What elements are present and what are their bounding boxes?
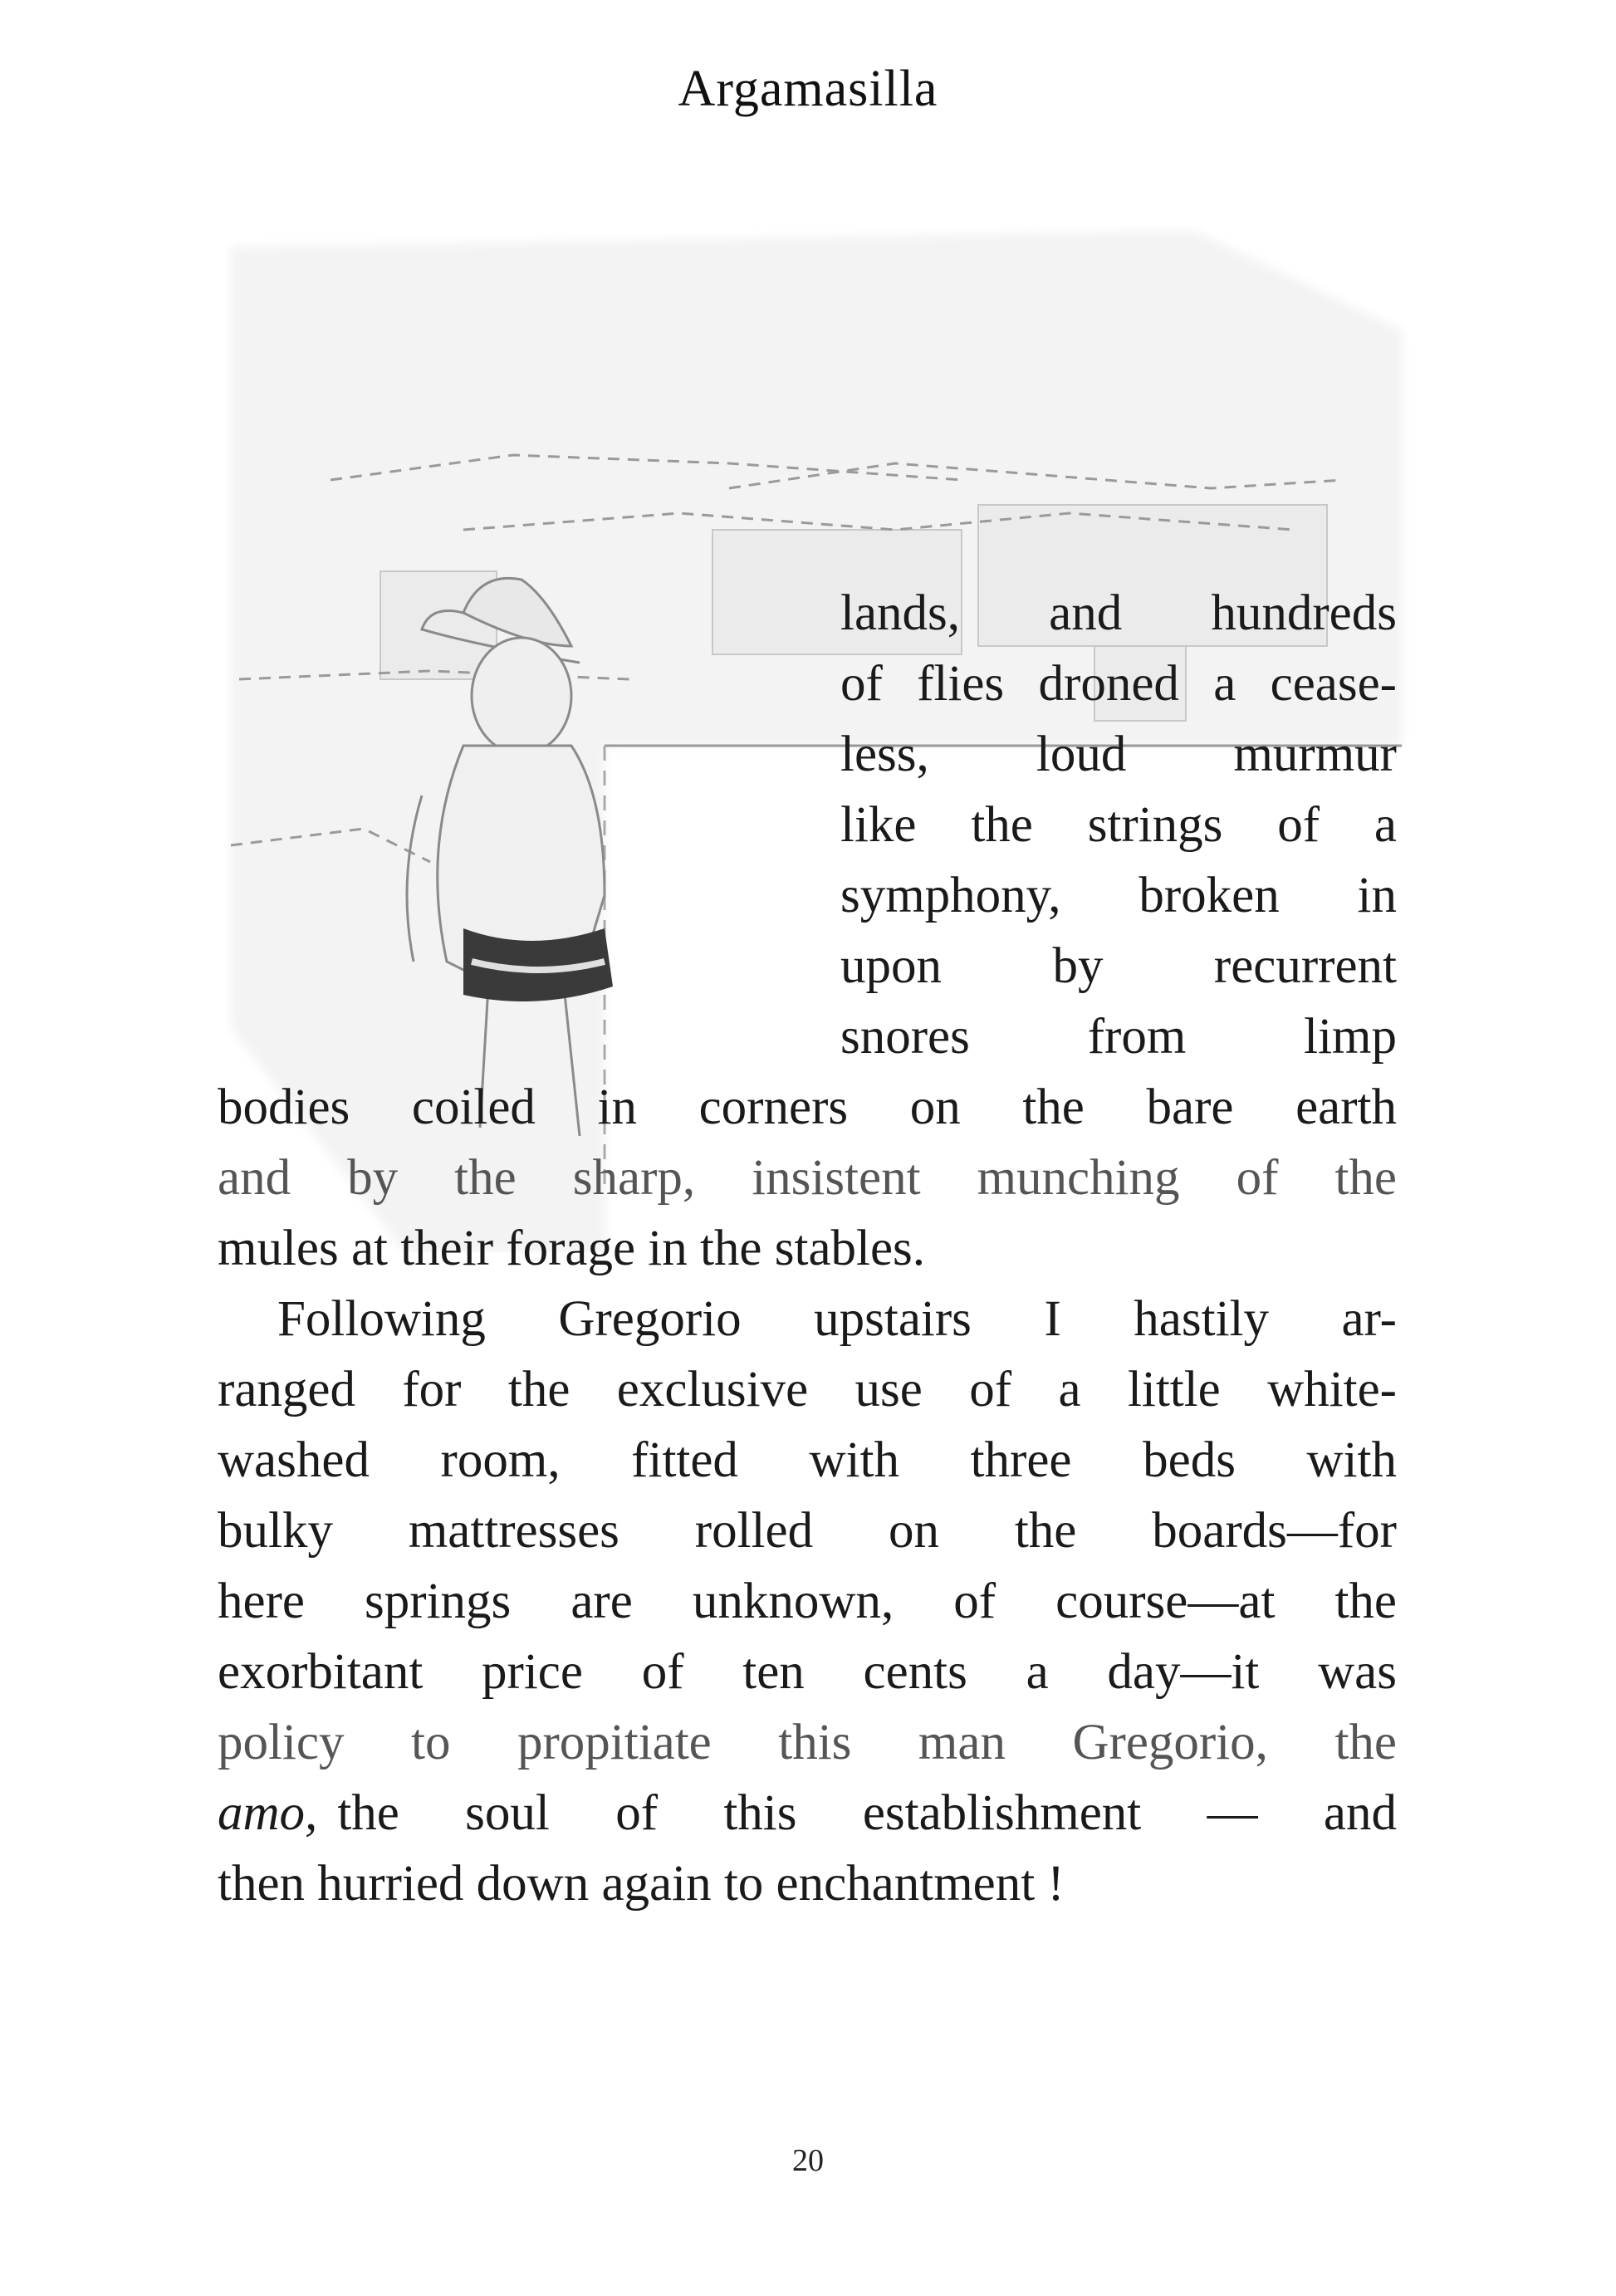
text-line: exorbitant price of ten cents a day—it was — [218, 1644, 1397, 1700]
running-head: Argamasilla — [678, 61, 938, 117]
text-line: here springs are unknown, of course—at the — [218, 1574, 1397, 1629]
text-line: mules at their forage in the stables. — [218, 1221, 926, 1276]
text-line: the soul of this establishment — and — [337, 1785, 1397, 1841]
text-line: less, loud murmur — [840, 727, 1397, 782]
text-line: policy to propitiate this man Gregorio, the — [218, 1715, 1397, 1770]
italic-word: amo, — [218, 1785, 318, 1841]
text-line: of flies droned a cease- — [840, 656, 1397, 712]
text-line: snores from limp — [840, 1009, 1397, 1065]
text-line: and by the sharp, insistent munching of the — [218, 1150, 1397, 1206]
text-line-with-italic — [218, 1785, 1397, 1841]
text-line: lands, and hundreds — [840, 585, 1397, 641]
text-line: upon by recurrent — [840, 938, 1397, 994]
text-line: ranged for the exclusive use of a little white- — [218, 1362, 1397, 1417]
text-line: like the strings of a — [840, 797, 1397, 853]
text-line: then hurried down again to enchantment ! — [218, 1856, 1065, 1912]
text-line: Following Gregorio upstairs I hastily ar- — [277, 1291, 1397, 1347]
text-line: washed room, fitted with three beds with — [218, 1432, 1397, 1488]
page-number: 20 — [792, 2143, 824, 2178]
text-line: bulky mattresses rolled on the boards—for — [218, 1503, 1397, 1559]
text-line: bodies coiled in corners on the bare earth — [218, 1079, 1397, 1135]
text-line: symphony, broken in — [840, 868, 1397, 923]
